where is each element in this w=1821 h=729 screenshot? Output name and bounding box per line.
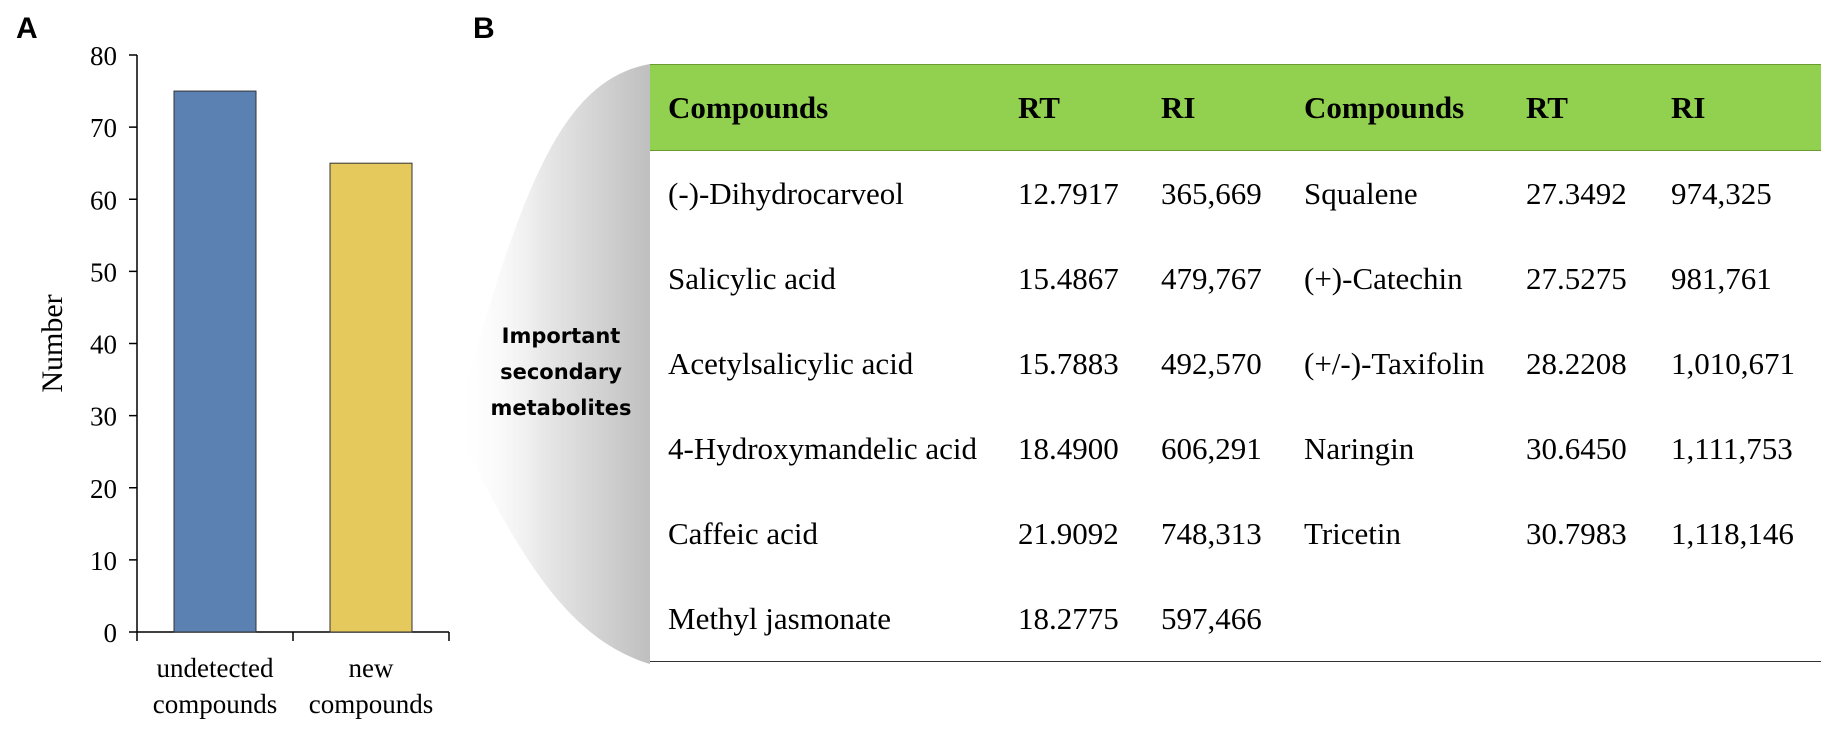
table-row <box>650 491 1821 576</box>
compounds-table <box>650 64 1821 662</box>
column-header: RT <box>1508 65 1653 151</box>
callout-line: secondary <box>500 360 622 384</box>
table-cell: 1,118,146 <box>1671 515 1794 551</box>
table-cell: Caffeic acid <box>668 515 819 551</box>
column-header: Compounds <box>650 65 1000 151</box>
table-cell: 4-Hydroxymandelic acid <box>668 430 978 466</box>
table-cell: (+/-)-Taxifolin <box>1304 345 1485 381</box>
table-cell: 365,669 <box>1161 175 1262 211</box>
table-cell: 27.5275 <box>1526 260 1627 296</box>
x-tick-label: undetected <box>156 653 274 683</box>
callout-line: Important <box>501 324 621 348</box>
table-cell: 30.6450 <box>1526 430 1627 466</box>
table-cell: Squalene <box>1304 175 1418 211</box>
table-cell: 30.7983 <box>1526 515 1627 551</box>
table-cell: 18.2775 <box>1000 576 1143 662</box>
table-cell: Naringin <box>1304 430 1415 466</box>
table-cell: 492,570 <box>1161 345 1262 381</box>
table-cell: 15.4867 <box>1018 260 1119 296</box>
table-cell: 597,466 <box>1143 576 1286 662</box>
table-cell: 748,313 <box>1161 515 1262 551</box>
table-cell <box>1508 576 1653 662</box>
table-row <box>650 151 1821 237</box>
x-tick-label: new <box>348 653 394 683</box>
panel-a-label: A <box>16 12 38 45</box>
table-cell: 15.7883 <box>1018 345 1119 381</box>
table-row <box>650 321 1821 406</box>
y-axis-label: Number <box>36 294 69 393</box>
callout-label <box>470 318 652 426</box>
bar <box>174 91 256 632</box>
table-cell: Acetylsalicylic acid <box>668 345 914 381</box>
compounds-table-wrap <box>650 64 1821 662</box>
table-cell: (+)-Catechin <box>1304 260 1463 296</box>
table-cell: Methyl jasmonate <box>650 576 1000 662</box>
y-tick-label: 0 <box>103 618 117 648</box>
table-cell <box>1286 576 1508 662</box>
column-header: RI <box>1653 65 1821 151</box>
table-cell: 21.9092 <box>1018 515 1119 551</box>
table-cell: 27.3492 <box>1526 175 1627 211</box>
table-cell: 28.2208 <box>1526 345 1627 381</box>
y-tick-label: 50 <box>90 257 117 288</box>
table-cell: 981,761 <box>1671 260 1772 296</box>
y-tick-label: 70 <box>90 113 117 144</box>
table-cell: Tricetin <box>1304 515 1402 551</box>
table-cell: 18.4900 <box>1018 430 1119 466</box>
table-cell: 1,111,753 <box>1671 430 1793 466</box>
y-tick-label: 10 <box>90 545 117 576</box>
table-cell <box>1653 576 1821 662</box>
table-cell: 1,010,671 <box>1671 345 1795 381</box>
bar <box>330 163 412 632</box>
table-cell: 606,291 <box>1161 430 1262 466</box>
y-tick-label: 40 <box>90 329 117 360</box>
table-row <box>650 406 1821 491</box>
column-header: RI <box>1143 65 1286 151</box>
panel-b-label: B <box>473 12 495 45</box>
y-tick-label: 60 <box>90 185 117 216</box>
table-cell: Salicylic acid <box>668 260 836 296</box>
table-row <box>650 576 1821 662</box>
callout-line: metabolites <box>490 396 632 420</box>
table-cell: 974,325 <box>1671 175 1772 211</box>
table-cell: 479,767 <box>1161 260 1262 296</box>
y-tick-label: 20 <box>90 473 117 504</box>
column-header: RT <box>1000 65 1143 151</box>
table-cell: 12.7917 <box>1018 175 1119 211</box>
column-header: Compounds <box>1286 65 1508 151</box>
table-row <box>650 236 1821 321</box>
table-cell: (-)-Dihydrocarveol <box>668 175 904 211</box>
x-tick-label: compounds <box>308 689 434 719</box>
table-header-row <box>650 65 1821 151</box>
x-tick-label: compounds <box>152 689 278 719</box>
y-tick-label: 80 <box>90 41 117 71</box>
y-tick-label: 30 <box>90 401 117 432</box>
